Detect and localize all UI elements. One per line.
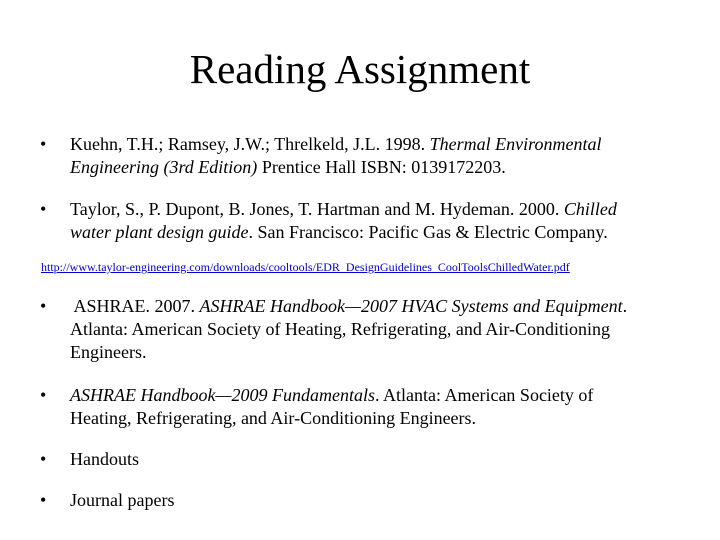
citation-publisher: Prentice Hall ISBN: 0139172203.: [257, 157, 506, 177]
citation-publisher: . Atlanta: American Society of: [374, 385, 594, 405]
bullet-dot-icon: •: [40, 449, 47, 469]
bullet-item-taylor: [40, 198, 720, 244]
bullet-dot-icon: •: [40, 490, 47, 510]
citation-book-title: Chilled: [563, 199, 617, 219]
bullet-line: Atlanta: American Society of Heating, Refrigerating, and Air-Conditioning: [70, 319, 611, 339]
citation-book-title: ASHRAE Handbook—2007 HVAC Systems and Equipment: [199, 296, 623, 316]
bullet-line: Journal papers: [70, 490, 175, 510]
bullet-dot-icon: •: [40, 134, 47, 154]
citation-punctuation: .: [622, 296, 628, 316]
bullet-line: Handouts: [70, 449, 139, 469]
citation-authors: Kuehn, T.H.; Ramsey, J.W.; Threlkeld, J.L. 1998.: [70, 134, 430, 154]
bullet-line: [70, 198, 720, 221]
bullet-line: [70, 156, 720, 179]
bullet-line: [70, 133, 720, 156]
guide-download-link[interactable]: http://www.taylor-engineering.com/downloads/cooltools/EDR_DesignGuidelines_CoolToolsChilledWater.pdf: [41, 260, 570, 274]
bullet-dot-icon: •: [40, 385, 47, 405]
bullet-dot-icon: •: [40, 296, 47, 316]
citation-publisher: . San Francisco: Pacific Gas & Electric Company.: [248, 222, 608, 242]
bullet-text: [70, 489, 720, 512]
citation-authors: ASHRAE. 2007.: [70, 296, 200, 316]
citation-book-title: Thermal Environmental: [429, 134, 602, 154]
bullet-dot-icon: •: [40, 199, 47, 219]
bullet-item-ashrae-2007: [40, 295, 720, 364]
citation-book-title: ASHRAE Handbook—2009 Fundamentals: [70, 385, 375, 405]
slide-title: Reading Assignment: [189, 46, 531, 92]
bullet-line: [70, 384, 720, 407]
bullet-line: Heating, Refrigerating, and Air-Conditioning Engineers.: [70, 408, 477, 428]
bullet-text: [70, 198, 720, 244]
bullet-item-kuehn: [40, 133, 720, 179]
bullet-text: [70, 448, 720, 471]
bullet-line: Engineers.: [70, 342, 147, 362]
citation-book-title: water plant design guide: [70, 222, 249, 242]
bullet-text: [70, 295, 720, 364]
bullet-item-ashrae-2009: [40, 384, 720, 430]
bullet-item-journal-papers: [40, 489, 720, 512]
citation-authors: Taylor, S., P. Dupont, B. Jones, T. Hartman and M. Hydeman. 2000.: [70, 199, 564, 219]
bullet-text: [70, 384, 720, 430]
bullet-line: [70, 295, 720, 318]
bullet-line: [70, 221, 720, 244]
bullet-item-handouts: [40, 448, 720, 471]
citation-book-title: Engineering (3rd Edition): [70, 157, 258, 177]
bullet-text: [70, 133, 720, 179]
